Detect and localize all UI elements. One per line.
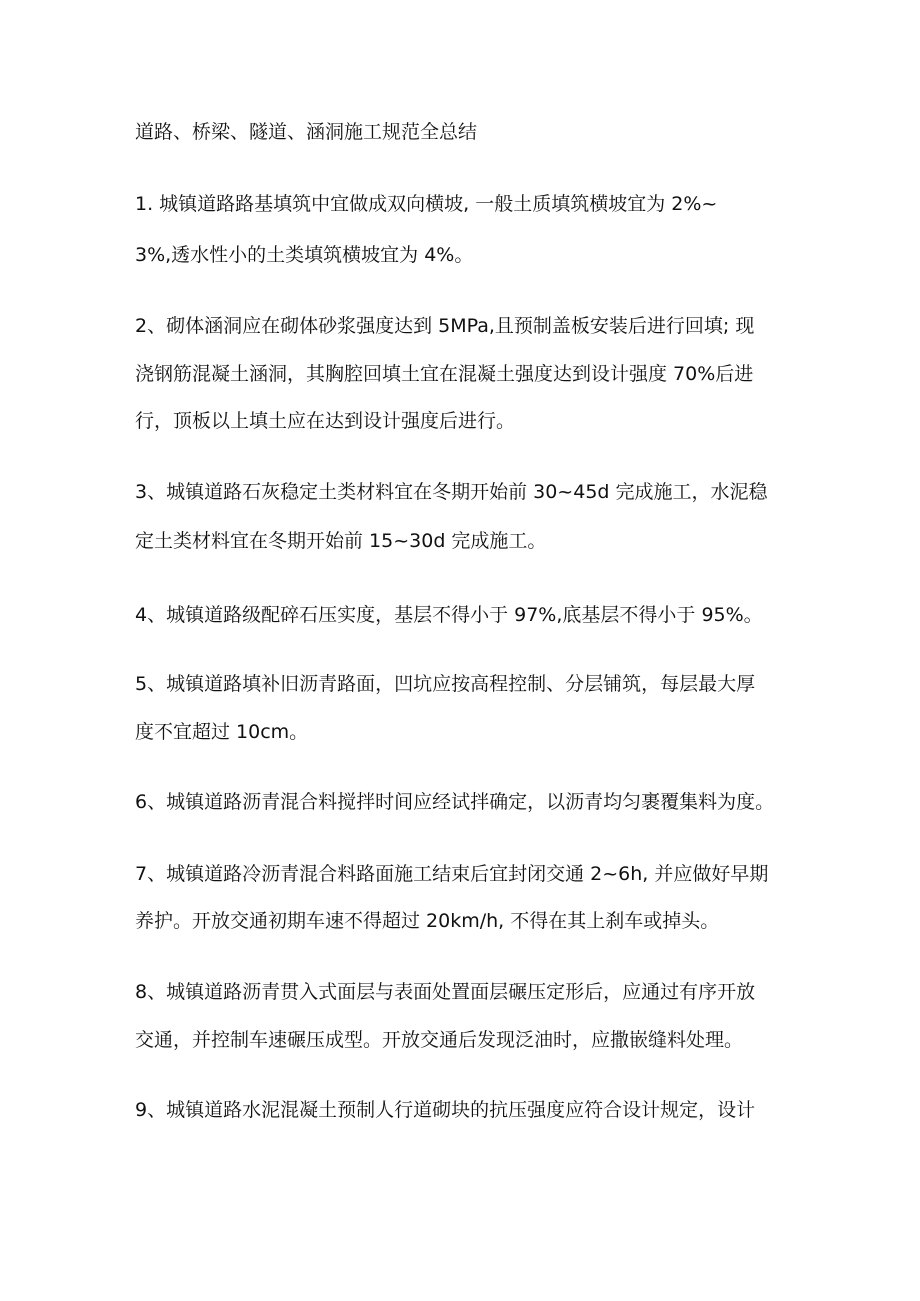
paragraph-6-line-1: 6、城镇道路沥青混合料搅拌时间应经试拌确定，以沥青均匀裹覆集料为度。 [135,791,775,813]
paragraph-7-line-1: 7、城镇道路冷沥青混合料路面施工结束后宜封闭交通 2~6h, 并应做好早期 [135,863,769,885]
document-title: 道路、桥梁、隧道、涵洞施工规范全总结 [135,121,478,143]
paragraph-1-line-2: 3%,透水性小的土类填筑横坡宜为 4%。 [135,244,474,266]
paragraph-5-line-2: 度不宜超过 10cm。 [135,721,309,743]
paragraph-2-line-2: 浇钢筋混凝土涵洞，其胸腔回填土宜在混凝土强度达到设计强度 70%后进 [135,363,754,385]
paragraph-7-line-2: 养护。开放交通初期车速不得超过 20km/h, 不得在其上刹车或掉头。 [135,910,720,932]
paragraph-5-line-1: 5、城镇道路填补旧沥青路面，凹坑应按高程控制、分层铺筑，每层最大厚 [135,673,756,695]
paragraph-3-line-2: 定土类材料宜在冬期开始前 15~30d 完成施工。 [135,530,547,552]
paragraph-3-line-1: 3、城镇道路石灰稳定土类材料宜在冬期开始前 30~45d 完成施工，水泥稳 [135,481,768,503]
paragraph-8-line-2: 交通，并控制车速碾压成型。开放交通后发现泛油时，应撒嵌缝料处理。 [135,1029,744,1051]
paragraph-4-line-1: 4、城镇道路级配碎石压实度，基层不得小于 97%,底基层不得小于 95%。 [135,604,763,626]
paragraph-1-line-1: 1. 城镇道路路基填筑中宜做成双向横坡, 一般土质填筑横坡宜为 2%~ [135,193,718,215]
paragraph-8-line-1: 8、城镇道路沥青贯入式面层与表面处置面层碾压定形后，应通过有序开放 [135,981,756,1003]
paragraph-2-line-3: 行，顶板以上填土应在达到设计强度后进行。 [135,410,516,432]
paragraph-2-line-1: 2、砌体涵洞应在砌体砂浆强度达到 5MPa,且预制盖板安装后进行回填; 现 [135,315,755,337]
paragraph-9-line-1: 9、城镇道路水泥混凝土预制人行道砌块的抗压强度应符合设计规定，设计 [135,1099,756,1121]
